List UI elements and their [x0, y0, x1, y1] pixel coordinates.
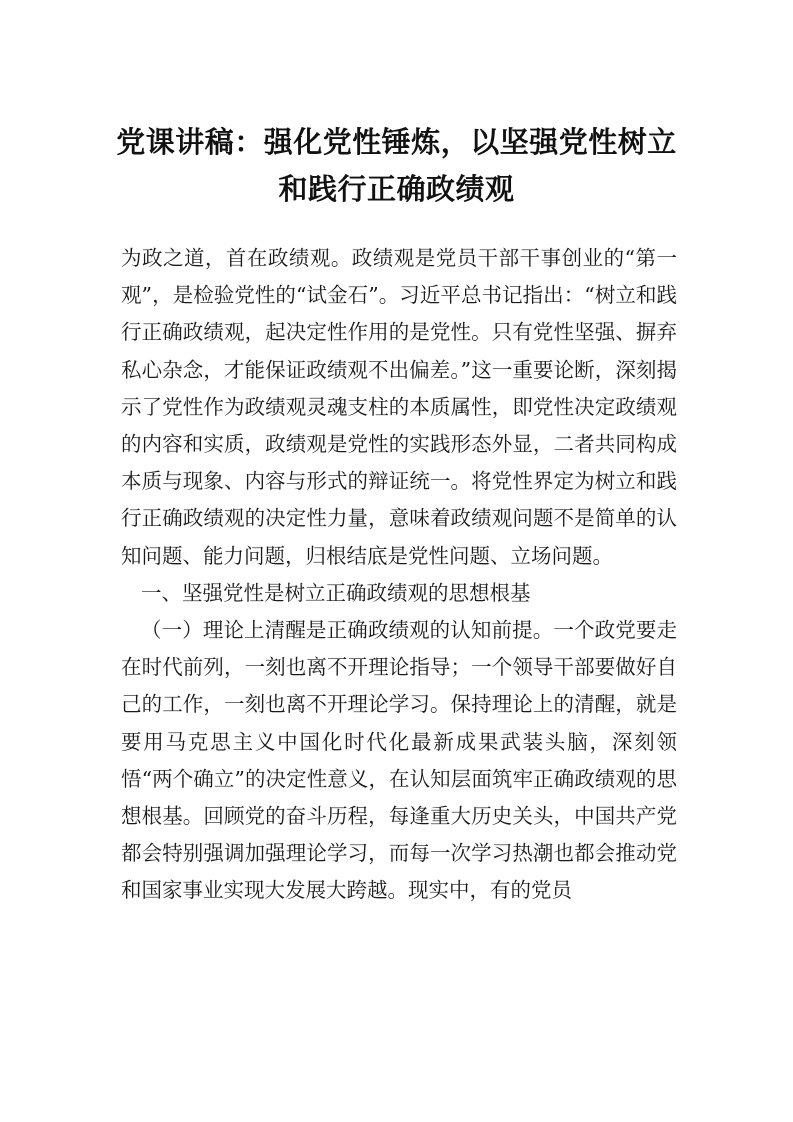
intro-paragraph: 为政之道，首在政绩观。政绩观是党员干部干事创业的“第一观”，是检验党性的“试金石”。习近平总书记指出：“树立和践行正确政绩观，起决定性作用的是党性。只有党性坚强、摒弃私心杂念，才能保证政绩观不出偏差。”这一重要论断，深刻揭示了党性作为政绩观灵魂支柱的本质属性，即党性决定政绩观的内容和实质，政绩观是党性的实践形态外显，二者共同构成本质与现象、内容与形式的辩证统一。将党性界定为树立和践行正确政绩观的决定性力量，意味着政绩观问题不是简单的认知问题、能力问题，归根结底是党性问题、立场问题。 — [121, 246, 677, 568]
section-heading-1: 一、坚强党性是树立正确政绩观的思想根基 — [141, 580, 531, 605]
document-title — [110, 119, 683, 213]
document-body — [121, 240, 677, 910]
subsection-paragraph-1: （一）理论上清醒是正确政绩观的认知前提。一个政党要走在时代前列，一刻也离不开理论指导；一个领导干部要做好自己的工作，一刻也离不开理论学习。保持理论上的清醒，就是要用马克思主义中国化时代化最新成果武装头脑，深刻领悟“两个确立”的决定性意义，在认知层面筑牢正确政绩观的思想根基。回顾党的奋斗历程，每逢重大历史关头，中国共产党都会特别强调加强理论学习，而每一次学习热潮也都会推动党和国家事业实现大发展大跨越。现实中，有的党员 — [121, 618, 677, 903]
title-line-1: 党课讲稿：强化党性锤炼，以坚强党性树立 — [116, 125, 677, 159]
title-line-2: 和践行正确政绩观 — [278, 172, 515, 206]
